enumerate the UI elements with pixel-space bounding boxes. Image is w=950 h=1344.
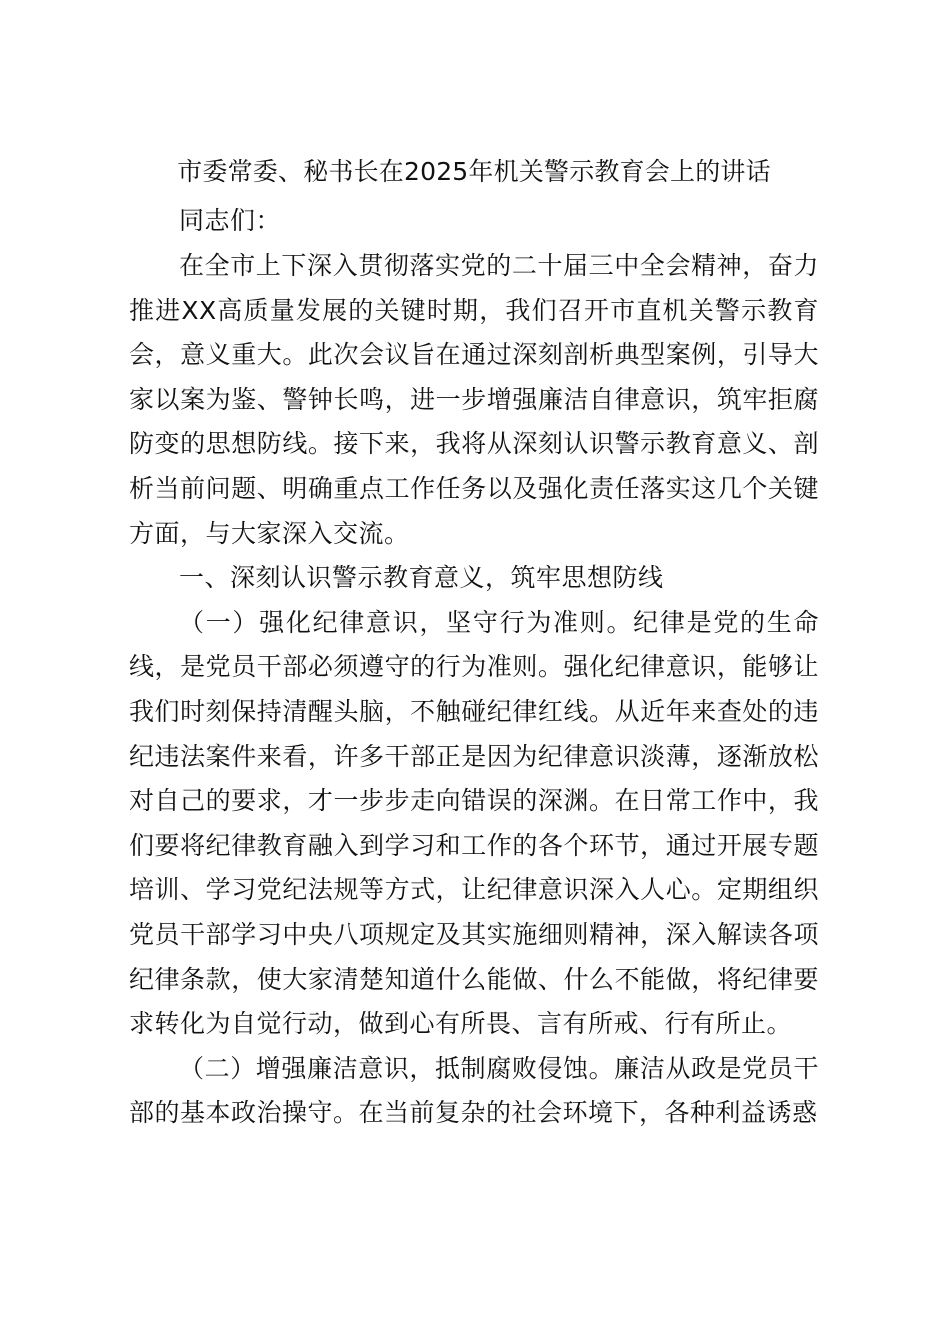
section-heading-1: 一、深刻认识警示教育意义，筑牢思想防线 [179,563,664,593]
paragraph-intro: 在全市上下深入贯彻落实党的二十届三中全会精神，奋力推进XX高质量发展的关键时期，我们召开市直机关警示教育会，意义重大。此次会议旨在通过深刻剖析典型案例，引导大家以案为鉴、警钟长鸣，进一步增强廉洁自律意识，筑牢拒腐防变的思想防线。接下来，我将从深刻认识警示教育意义、剖析当前问题、明确重点工作任务以及强化责任落实这几个关键方面，与大家深入交流。 [129,251,819,548]
greeting: 同志们： [179,206,282,235]
paragraph-subsection-2: （二）增强廉洁意识，抵制腐败侵蚀。廉洁从政是党员干部的基本政治操守。在当前复杂的社会环境下，各种利益诱惑 [129,1053,819,1128]
paragraph-subsection-1: （一）强化纪律意识，坚守行为准则。纪律是党的生命线，是党员干部必须遵守的行为准则。强化纪律意识，能够让我们时刻保持清醒头脑，不触碰纪律红线。从近年来查处的违纪违法案件来看，许多干部正是因为纪律意识淡薄，逐渐放松对自己的要求，才一步步走向错误的深渊。在日常工作中，我们要将纪律教育融入到学习和工作的各个环节，通过开展专题培训、学习党纪法规等方式，让纪律意识深入人心。定期组织党员干部学习中央八项规定及其实施细则精神，深入解读各项纪律条款，使大家清楚知道什么能做、什么不能做，将纪律要求转化为自觉行动，做到心有所畏、言有所戒、行有所止。 [129,607,819,1039]
document-body [129,146,819,1136]
document-title: 市委常委、秘书长在2025年机关警示教育会上的讲话 [177,157,771,186]
